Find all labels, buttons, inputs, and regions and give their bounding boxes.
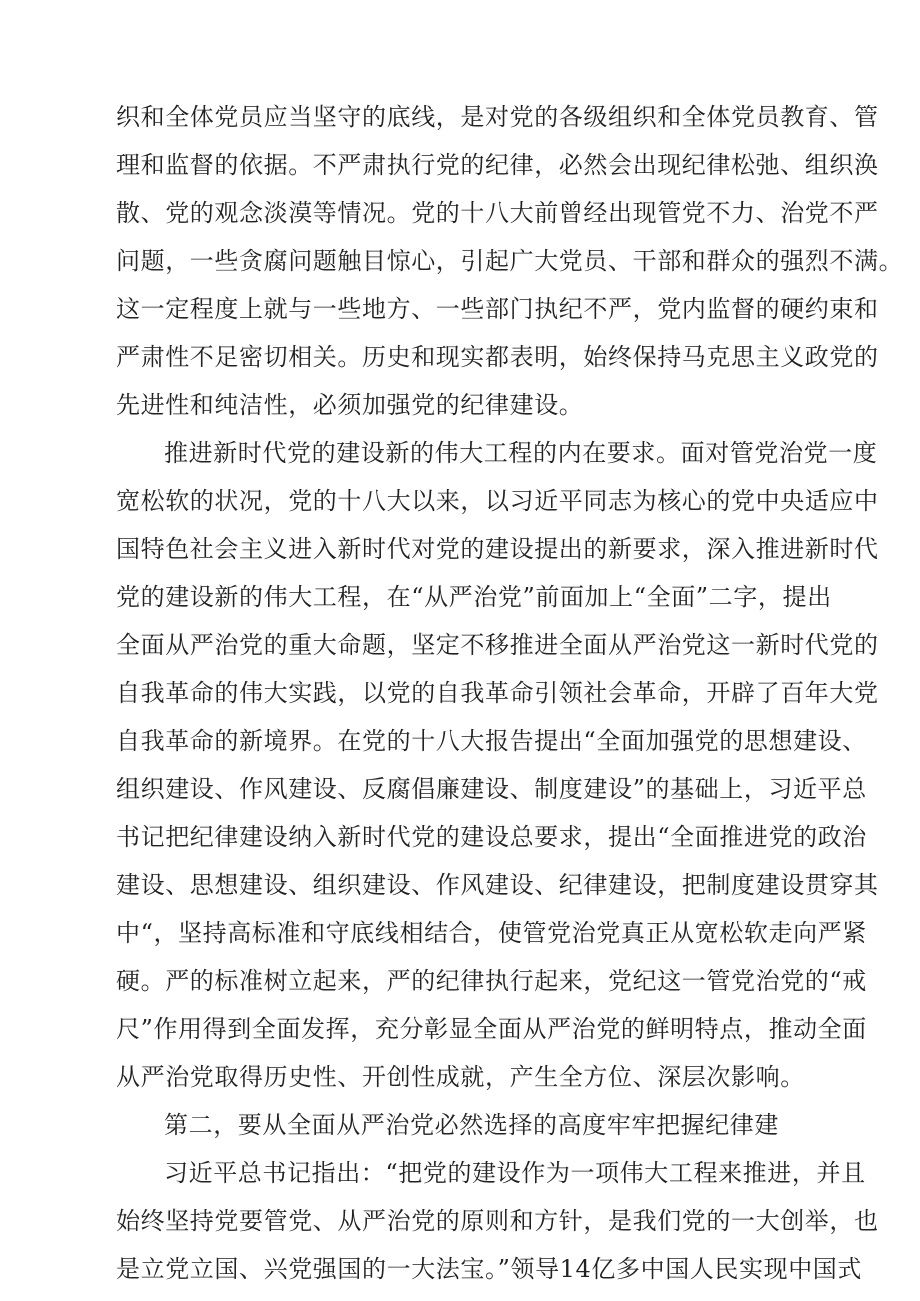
text-line: 先进性和纯洁性，必须加强党的纪律建设。: [116, 391, 584, 419]
text-line: 硬。严的标准树立起来，严的纪律执行起来，党纪这一管党治党的“戒: [116, 967, 867, 995]
text-line: 这一定程度上就与一些地方、一些部门执纪不严，党内监督的硬约束和: [116, 295, 879, 323]
text-line: 党的建设新的伟大工程，在“从严治党”前面加上“全面”二字，提出: [116, 583, 832, 611]
text-line: 理和监督的依据。不严肃执行党的纪律，必然会出现纪律松弛、组织涣: [116, 151, 879, 179]
text-line: 从严治党取得历史性、开创性成就，产生全方位、深层次影响。: [116, 1063, 805, 1091]
text-line: 严肃性不足密切相关。历史和现实都表明，始终保持马克思主义政党的: [116, 343, 879, 371]
text-line: 书记把纪律建设纳入新时代党的建设总要求，提出“全面推进党的政治: [116, 823, 867, 851]
text-line: 中“，坚持高标准和守底线相结合，使管党治党真正从宽松软走向严紧: [116, 919, 867, 947]
section-heading: 第二，要从全面从严治党必然选择的高度牢牢把握纪律建: [164, 1111, 779, 1139]
text-line: 自我革命的新境界。在党的十八大报告提出“全面加强党的思想建设、: [116, 727, 867, 755]
paragraph-first-line: 推进新时代党的建设新的伟大工程的内在要求。面对管党治党一度: [164, 439, 878, 467]
text-line: 织和全体党员应当坚守的底线，是对党的各级组织和全体党员教育、管: [116, 103, 879, 131]
text-line: 是立党立国、兴党强国的一大法宝。”领导14亿多中国人民实现中国式: [116, 1255, 863, 1283]
text-line: 国特色社会主义进入新时代对党的建设提出的新要求，深入推进新时代: [116, 535, 879, 563]
text-line: 自我革命的伟大实践，以党的自我革命引领社会革命，开辟了百年大党: [116, 679, 879, 707]
text-line: 始终坚持党要管党、从严治党的原则和方针，是我们党的一大创举，也: [116, 1207, 879, 1235]
paragraph-first-line: 习近平总书记指出：“把党的建设作为一项伟大工程来推进，并且: [164, 1159, 866, 1187]
text-line: 全面从严治党的重大命题，坚定不移推进全面从严治党这一新时代党的: [116, 631, 879, 659]
text-line: 建设、思想建设、组织建设、作风建设、纪律建设，把制度建设贯穿其: [116, 871, 879, 899]
text-line: 组织建设、作风建设、反腐倡廉建设、制度建设”的基础上，习近平总: [116, 775, 867, 803]
text-line: 散、党的观念淡漠等情况。党的十八大前曾经出现管党不力、治党不严: [116, 199, 879, 227]
text-line: 问题，一些贪腐问题触目惊心，引起广大党员、干部和群众的强烈不满。: [116, 247, 904, 275]
text-line: 宽松软的状况，党的十八大以来，以习近平同志为核心的党中央适应中: [116, 487, 879, 515]
text-line: 尺”作用得到全面发挥，充分彰显全面从严治党的鲜明特点，推动全面: [116, 1015, 867, 1043]
